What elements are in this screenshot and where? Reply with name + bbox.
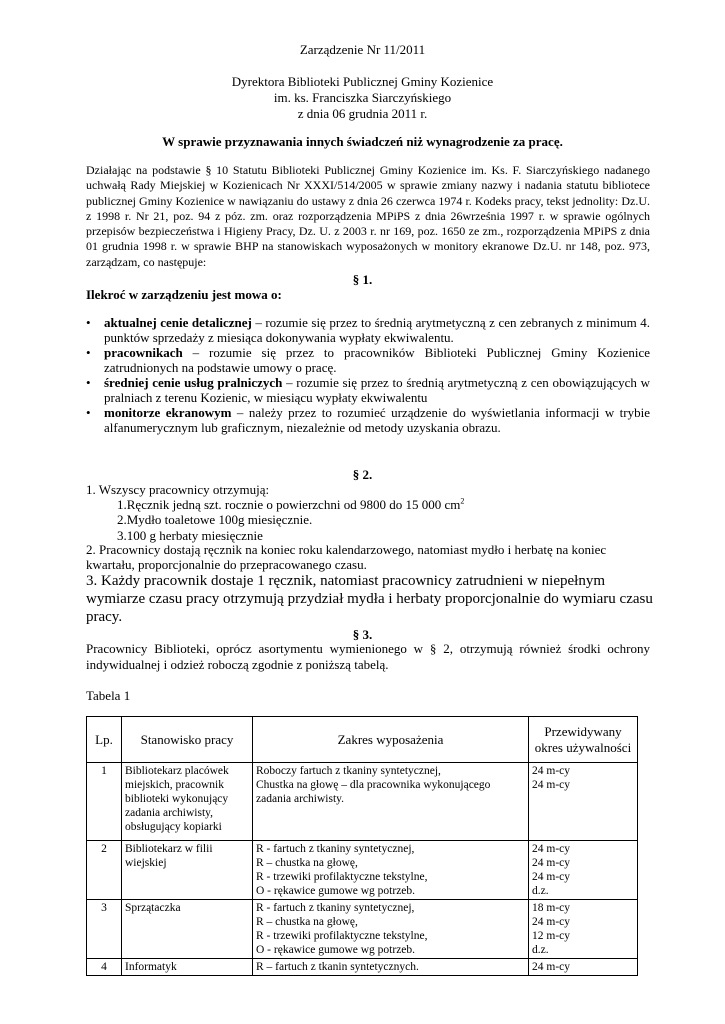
period-value: 24 m-cy (532, 857, 571, 869)
bullet-icon: • (86, 315, 91, 330)
row-lp: 1 (87, 763, 122, 841)
bullet-icon: • (86, 345, 91, 360)
equipment-item: R - fartuch z tkaniny syntetycznej, (256, 843, 415, 855)
table-row (87, 763, 638, 841)
section-2-item-3: 3. Każdy pracownik dostaje 1 ręcznik, natomiast pracownicy zatrudnieni w niepełnym wymiarze czasu pracy otrzymują przydział mydła i herbaty proporcjonalnie do wymiaru czasu pracy. (86, 573, 653, 625)
header-equipment: Zakres wyposażenia (253, 717, 529, 763)
equipment-table (86, 716, 638, 976)
row-position: Bibliotekarz w filii wiejskiej (122, 841, 253, 900)
header-position: Stanowisko pracy (122, 717, 253, 763)
period-value: 18 m-cy (532, 902, 571, 914)
superscript: 2 (460, 496, 465, 506)
definition-term: aktualnej cenie detalicznej (104, 315, 252, 330)
header-period: Przewidywany okres używalności (529, 717, 638, 763)
section-2-sub-item: 2.Mydło toaletowe 100g miesięcznie. (117, 512, 313, 527)
period-value: 24 m-cy (532, 871, 571, 883)
section-3-paragraph: Pracownicy Biblioteki, oprócz asortymentu wymienionego w § 2, otrzymują również środki ochrony indywidualnej i odzież roboczą zgodnie z poniższą tabelą. (86, 641, 650, 672)
period-value: 24 m-cy (532, 779, 571, 791)
row-periods (529, 763, 638, 841)
section-2-sub-item: 3.100 g herbaty miesięcznie (117, 528, 263, 543)
definition-item (104, 375, 650, 405)
sub-item-text: 1.Ręcznik jedną szt. rocznie o powierzchni od 9800 do 15 000 cm (117, 497, 461, 512)
row-position: Bibliotekarz placówek miejskich, pracownik biblioteki wykonujący zadania archiwisty, obsługujący kopiarki (122, 763, 253, 841)
document-title: Zarządzenie Nr 11/2011 (299, 42, 426, 57)
equipment-item: R - trzewiki profilaktyczne tekstylne, (256, 871, 428, 883)
period-value: 24 m-cy (532, 916, 571, 928)
equipment-item: O - rękawice gumowe wg potrzeb. (256, 944, 416, 956)
definition-text: – rozumie się przez to średnią arytmetyczną z cen zebranych z minimum 4. punktów sprzedaży z miesiąca dokonywania wypłaty ekwiwalentu. (104, 315, 650, 345)
section-1-heading: § 1. (352, 272, 373, 287)
row-lp: 3 (87, 900, 122, 959)
section-2-item-2: 2. Pracownicy dostają ręcznik na koniec roku kalendarzowego, natomiast mydło i herbatę na koniec kwartału, proporcjonalnie do przepracowanego czasu. (86, 542, 607, 572)
section-3-heading: § 3. (352, 627, 373, 642)
definition-term: pracownikach (104, 345, 183, 360)
issuer-line-1: Dyrektora Biblioteki Publicznej Gminy Kozienice (231, 74, 494, 89)
table-row (87, 900, 638, 959)
row-lp: 2 (87, 841, 122, 900)
row-lp: 4 (87, 959, 122, 976)
row-position: Informatyk (122, 959, 253, 976)
equipment-item: O - rękawice gumowe wg potrzeb. (256, 885, 416, 897)
header-lp: Lp. (87, 717, 122, 763)
definition-term: średniej cenie usług pralniczych (104, 375, 283, 390)
equipment-item: R – chustka na głowę, (256, 916, 358, 928)
row-equipment (253, 763, 529, 841)
preamble-paragraph: Działając na podstawie § 10 Statutu Biblioteki Publicznej Gminy Kozienice im. Ks. F. Siarczyńskiego nadanego uchwałą Rady Miejskiej w Kozienicach Nr XXXI/514/2005 w sprawie zmiany nazwy i nadania statutu bibliotece publicznej Gminy Kozienice w nawiązaniu do ustawy z dnia 26 czerwca 1974 r. Kodeks pracy, tekst jednolity: Dz.U. z 1998 r. Nr 21, poz. 94 z póz. zm. oraz rozporządzenia MPiPS z dnia 26września 1997 r. w sprawie ogólnych przepisów bezpieczeństwa i Higieny Pracy, Dz. U. z 2003 r. nr 169, poz. 1650 ze zm., rozporządzenia MPiPS z dnia 01 grudnia 1998 r. w sprawie BHP na stanowiskach wyposażonych w monitory ekranowe Dz.U. nr 148, poz. 973, zarządzam, co następuje: (86, 163, 650, 269)
definition-term: monitorze ekranowym (104, 405, 232, 420)
period-value: 24 m-cy (532, 961, 571, 973)
row-periods (529, 959, 638, 976)
equipment-item: R – chustka na głowę, (256, 857, 358, 869)
row-equipment (253, 900, 529, 959)
equipment-item: R - trzewiki profilaktyczne tekstylne, (256, 930, 428, 942)
section-2-heading: § 2. (352, 467, 373, 482)
table-label: Tabela 1 (86, 688, 131, 703)
equipment-item: Chustka na głowę – dla pracownika wykonującego zadania archiwisty. (256, 779, 491, 805)
bullet-icon: • (86, 375, 91, 390)
equipment-item: R – fartuch z tkanin syntetycznych. (256, 961, 419, 973)
issuer-line-2: im. ks. Franciszka Siarczyńskiego (273, 90, 452, 105)
table-row (87, 959, 638, 976)
equipment-item: Roboczy fartuch z tkaniny syntetycznej, (256, 765, 441, 777)
period-value: 24 m-cy (532, 843, 571, 855)
definition-text: – rozumie się przez to pracowników Biblioteki Publicznej Gminy Kozienice zatrudnionych na podstawie umowy o pracę. (104, 345, 650, 375)
definition-item (104, 405, 650, 435)
table-header-row (87, 717, 638, 763)
bullet-icon: • (86, 405, 91, 420)
row-equipment (253, 959, 529, 976)
date-line: z dnia 06 grudnia 2011 r. (297, 106, 428, 121)
document-subject: W sprawie przyznawania innych świadczeń niż wynagrodzenie za pracę. (162, 134, 563, 149)
period-value: d.z. (532, 885, 549, 897)
section-1-intro: Ilekroć w zarządzeniu jest mowa o: (86, 287, 282, 302)
period-value: d.z. (532, 944, 549, 956)
row-periods (529, 900, 638, 959)
definition-text: – należy przez to rozumieć urządzenie do wyświetlania informacji w trybie alfanumerycznym lub graficznym, niezależnie od metody uzyskania obrazu. (104, 405, 650, 435)
section-2-sub-item (117, 497, 464, 513)
equipment-item: R - fartuch z tkaniny syntetycznej, (256, 902, 415, 914)
period-value: 12 m-cy (532, 930, 571, 942)
period-value: 24 m-cy (532, 765, 571, 777)
row-position: Sprzątaczka (122, 900, 253, 959)
section-2-item-1: 1. Wszyscy pracownicy otrzymują: (86, 482, 270, 497)
definition-text: – rozumie się przez to średnią arytmetyczną z cen obowiązujących w pralniach z terenu Kozienic, w miesiącu wypłaty ekwiwalentu (104, 375, 651, 405)
table-row (87, 841, 638, 900)
definition-item (104, 315, 650, 345)
definition-item (104, 345, 650, 375)
row-equipment (253, 841, 529, 900)
row-periods (529, 841, 638, 900)
